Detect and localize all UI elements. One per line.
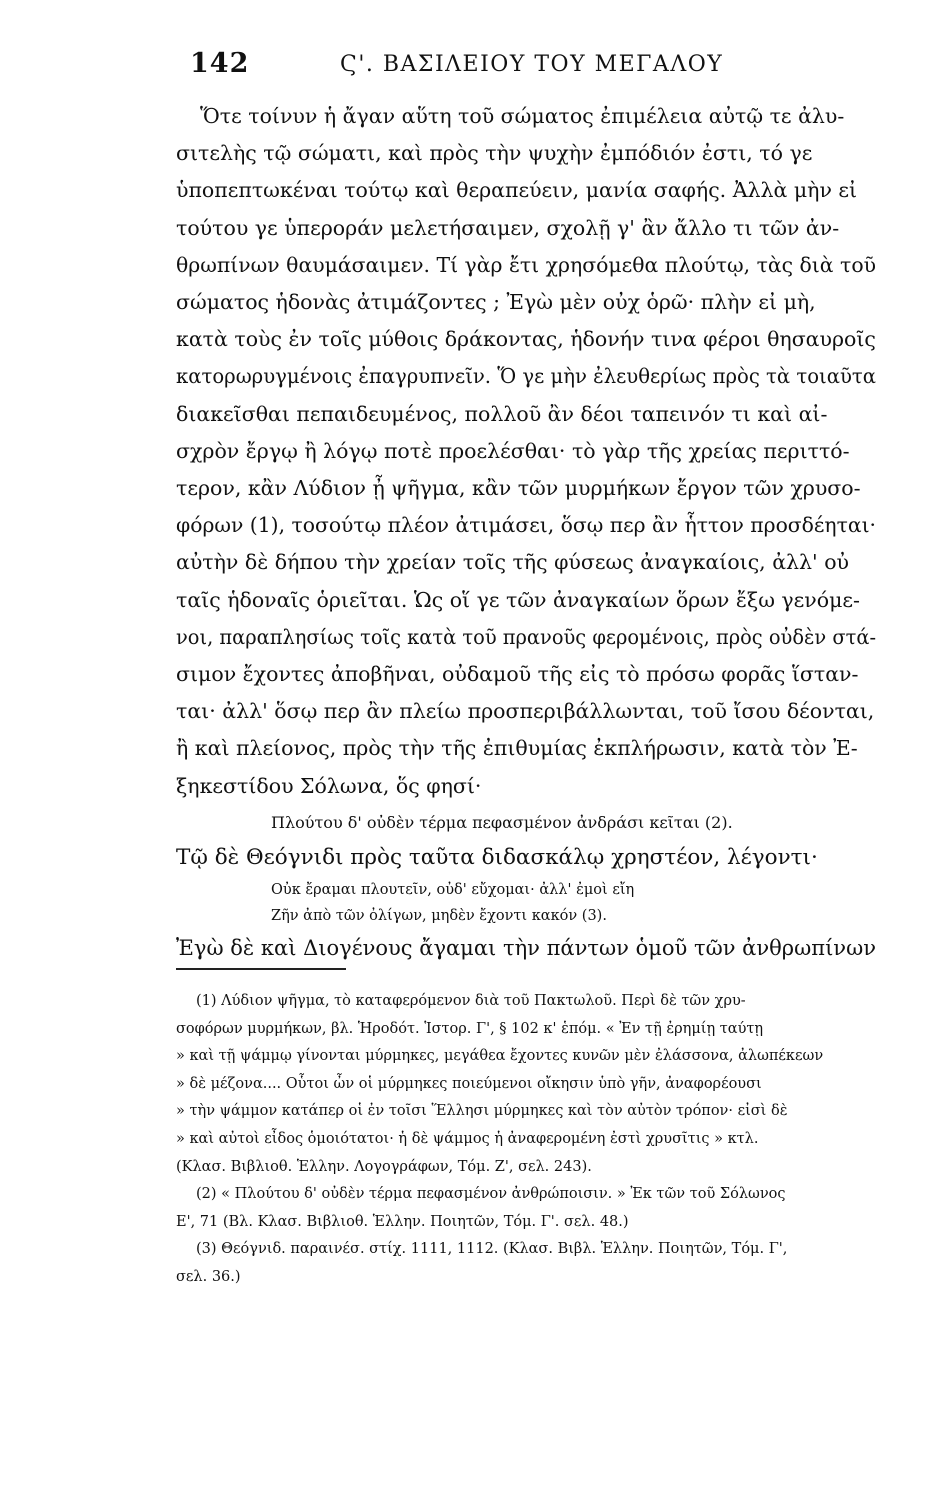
main-text — [176, 98, 876, 968]
footnote-line: » καὶ αὐτοὶ εἶδος ὁμοιότατοι· ἡ δὲ ψάμμος ἡ ἀναφερομένη ἐστὶ χρυσῖτις » κτλ. — [176, 1130, 759, 1147]
text-line: θρωπίνων θαυμάσαιμεν. Τί γὰρ ἔτι χρησόμεθα πλούτῳ, τὰς διὰ τοῦ — [176, 252, 876, 277]
footnote-separator — [176, 968, 346, 970]
footnote-line: » τὴν ψάμμον κατάπερ οἱ ἐν τοῖσι Ἕλλησι μύρμηκες καὶ τὸν αὐτὸν τρόπον· εἰσὶ δὲ — [176, 1103, 788, 1120]
footnote-line: (1) Λύδιον ψῆγμα, τὸ καταφερόμενον διὰ τοῦ Πακτωλοῦ. Περὶ δὲ τῶν χρυ- — [196, 993, 746, 1009]
footnote-line: (2) « Πλούτου δ' οὐδὲν τέρμα πεφασμένον ἀνθρώποισιν. » Ἐκ τῶν τοῦ Σόλωνος — [196, 1186, 786, 1203]
text-line: κατορωρυγμένοις ἐπαγρυπνεῖν. Ὅ γε μὴν ἐλευθερίως πρὸς τὰ τοιαῦτα — [176, 364, 876, 389]
text-line: Τῷ δὲ Θεόγνιδι πρὸς ταῦτα διδασκάλῳ χρηστέον, λέγοντι· — [176, 844, 818, 870]
footnote-line: (Κλασ. Βιβλιοθ. Ἑλλην. Λογογράφων, Τόμ. Ζ', σελ. 243). — [176, 1158, 592, 1175]
text-line: σώματος ἡδονὰς ἀτιμάζοντες ; Ἐγὼ μὲν οὐχ ὁρῶ· πλὴν εἰ μὴ, — [176, 290, 816, 315]
footnote-line: » δὲ μέζονα.... Οὗτοι ὦν οἱ μύρμηκες ποιεύμενοι οἴκησιν ὑπὸ γῆν, ἀναφορέουσι — [176, 1075, 762, 1092]
theognis-quote-line: Οὐκ ἔραμαι πλουτεῖν, οὐδ' εὔχομαι· ἀλλ' ἐμοὶ εἴη — [271, 881, 635, 898]
text-line: ταῖς ἡδοναῖς ὁριεῖται. Ὡς οἵ γε τῶν ἀναγκαίων ὅρων ἔξω γενόμε- — [176, 587, 860, 612]
solon-quote: Πλούτου δ' οὐδὲν τέρμα πεφασμένον ἀνδράσι κεῖται (2). — [271, 812, 733, 832]
text-line: φόρων (1), τοσούτῳ πλέον ἀτιμάσει, ὅσῳ περ ἂν ἧττον προσδέηται· — [176, 513, 876, 538]
text-line: ξηκεστίδου Σόλωνα, ὅς φησί· — [176, 773, 482, 798]
footnotes — [176, 988, 876, 1292]
footnote-line: σοφόρων μυρμήκων, βλ. Ἡροδότ. Ἱστορ. Γ', § 102 κ' ἑπόμ. « Ἐν τῇ ἐρημίῃ ταύτῃ — [176, 1020, 764, 1037]
text-line: ἢ καὶ πλείονος, πρὸς τὴν τῆς ἐπιθυμίας ἐκπλήρωσιν, κατὰ τὸν Ἐ- — [176, 736, 858, 761]
text-line: σιτελὴς τῷ σώματι, καὶ πρὸς τὴν ψυχὴν ἐμπόδιόν ἐστι, τό γε — [176, 141, 813, 166]
theognis-quote-line: Ζῆν ἀπὸ τῶν ὀλίγων, μηδὲν ἔχοντι κακόν (3). — [271, 907, 607, 924]
text-line: αὐτὴν δὲ δήπου τὴν χρείαν τοῖς τῆς φύσεως ἀναγκαίοις, ἀλλ' οὐ — [176, 550, 849, 575]
text-line: σιμον ἔχοντες ἀποβῆναι, οὐδαμοῦ τῆς εἰς τὸ πρόσω φορᾶς ἵσταν- — [176, 662, 859, 687]
page-number: 142 — [190, 48, 250, 79]
text-line: νοι, παραπλησίως τοῖς κατὰ τοῦ πρανοῦς φερομένοις, πρὸς οὐδὲν στά- — [176, 624, 876, 649]
footnote-line: (3) Θεόγνιδ. παραινέσ. στίχ. 1111, 1112. (Κλασ. Βιβλ. Ἑλλην. Ποιητῶν, Τόμ. Γ', — [196, 1241, 788, 1258]
text-line: τούτου γε ὑπεροράν μελετήσαιμεν, σχολῇ γ' ἂν ἄλλο τι τῶν ἀν- — [176, 215, 840, 240]
text-line: ὑποπεπτωκέναι τούτῳ καὶ θεραπεύειν, μανία σαφής. Ἀλλὰ μὴν εἰ — [176, 178, 858, 203]
text-line: Ὅτε τοίνυν ἡ ἄγαν αὕτη τοῦ σώματος ἐπιμέλεια αὐτῷ τε ἀλυ- — [200, 104, 845, 128]
footnote-line: σελ. 36.) — [176, 1268, 241, 1285]
running-head: Ϛ'. ΒΑΣΙΛΕΙΟΥ ΤΟΥ ΜΕΓΑΛΟΥ — [340, 52, 724, 77]
text-line: διακεῖσθαι πεπαιδευμένος, πολλοῦ ἂν δέοι ταπεινόν τι καὶ αἰ- — [176, 401, 828, 426]
text-line: ται· ἀλλ' ὅσῳ περ ἂν πλείω προσπεριβάλλωνται, τοῦ ἴσου δέονται, — [176, 699, 875, 724]
footnote-line: » καὶ τῇ ψάμμῳ γίνονται μύρμηκες, μεγάθεα ἔχοντες κυνῶν μὲν ἐλάσσονα, ἀλωπέκεων — [176, 1048, 824, 1065]
page-header — [190, 48, 870, 92]
text-line: κατὰ τοὺς ἐν τοῖς μύθοις δράκοντας, ἡδονήν τινα φέροι θησαυροῖς — [176, 327, 876, 352]
text-line: τερον, κἂν Λύδιον ᾖ ψῆγμα, κἂν τῶν μυρμήκων ἔργον τῶν χρυσο- — [176, 476, 861, 501]
text-line: σχρὸν ἔργῳ ἢ λόγῳ ποτὲ προελέσθαι· τὸ γὰρ τῆς χρείας περιττό- — [176, 438, 850, 463]
footnote-line: Ε', 71 (Βλ. Κλασ. Βιβλιοθ. Ἑλλην. Ποιητῶν, Τόμ. Γ'. σελ. 48.) — [176, 1213, 629, 1230]
text-line: Ἐγὼ δὲ καὶ Διογένους ἄγαμαι τὴν πάντων ὁμοῦ τῶν ἀνθρωπίνων — [176, 935, 876, 961]
